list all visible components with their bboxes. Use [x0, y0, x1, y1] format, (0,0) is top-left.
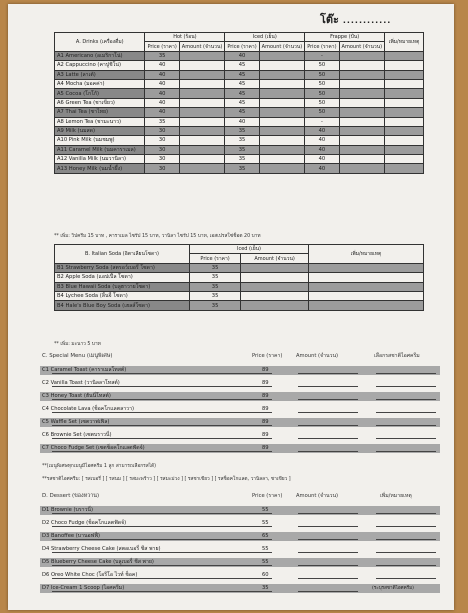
- extra-blank[interactable]: [376, 412, 436, 413]
- amount-blank[interactable]: [298, 399, 358, 400]
- item-name: C5 Waffle Set (เซตวาฟเฟิล): [42, 419, 110, 425]
- iced-amount[interactable]: [259, 164, 305, 173]
- item-price: 55: [262, 546, 269, 552]
- table-row: [55, 117, 424, 126]
- soda-name: B4 Hale's Blue Boy Soda (เฮลส์โซดา): [55, 301, 190, 310]
- soda-amount[interactable]: [241, 282, 309, 291]
- soda-price: 35: [190, 263, 241, 272]
- drink-name: A6 Green Tea (ชาเขียว): [55, 98, 145, 107]
- dessert-price-header: Price (ราคา): [252, 493, 283, 499]
- frappe-price: 50: [305, 89, 339, 98]
- list-item: [40, 431, 440, 440]
- drink-note[interactable]: [385, 164, 424, 173]
- drinks-price-header: Price (ราคา): [145, 42, 179, 51]
- drinks-price-header: Price (ราคา): [305, 42, 339, 51]
- soda-note-header: เพิ่ม/หมายเหตุ: [309, 245, 424, 264]
- amount-blank[interactable]: [298, 386, 358, 387]
- frappe-amount[interactable]: [339, 136, 385, 145]
- soda-amount-header: Amount (จำนวน): [241, 254, 309, 263]
- iced-price: 35: [225, 126, 259, 135]
- item-price: 89: [262, 367, 269, 373]
- extra-blank[interactable]: [376, 513, 436, 514]
- item-name: D2 Choco Fudge (ช็อคโกแลตฟัดจ์): [42, 520, 127, 526]
- drink-note[interactable]: [385, 117, 424, 126]
- table-row: [55, 263, 424, 272]
- special-icecream-header: เลือกรสชาติไอศครีม: [374, 353, 420, 359]
- iced-price: 35: [225, 145, 259, 154]
- hot-price: 40: [145, 89, 179, 98]
- list-item: [40, 545, 440, 554]
- soda-amount[interactable]: [241, 273, 309, 282]
- soda-note[interactable]: [309, 273, 424, 282]
- hot-amount[interactable]: [179, 108, 225, 117]
- table-row: [55, 301, 424, 310]
- iced-amount[interactable]: [259, 126, 305, 135]
- table-row: [55, 136, 424, 145]
- drink-note[interactable]: [385, 70, 424, 79]
- iced-amount[interactable]: [259, 61, 305, 70]
- list-item: [40, 418, 440, 427]
- hot-amount[interactable]: [179, 61, 225, 70]
- item-price: 65: [262, 533, 269, 539]
- iced-amount[interactable]: [259, 155, 305, 164]
- iced-price: 45: [225, 89, 259, 98]
- frappe-amount[interactable]: [339, 126, 385, 135]
- frappe-price: -: [305, 51, 339, 60]
- iced-amount[interactable]: [259, 89, 305, 98]
- frappe-price: 50: [305, 70, 339, 79]
- amount-blank[interactable]: [298, 438, 358, 439]
- iced-price: 45: [225, 61, 259, 70]
- drink-name: A13 Honey Milk (นมน้ำผึ้ง): [55, 164, 145, 173]
- frappe-price: 40: [305, 145, 339, 154]
- item-price: 55: [262, 507, 269, 513]
- table-row: [55, 79, 424, 88]
- special-amount-header: Amount (จำนวน): [296, 353, 339, 359]
- extra-blank[interactable]: [376, 539, 436, 540]
- soda-note[interactable]: [309, 282, 424, 291]
- frappe-amount[interactable]: [339, 155, 385, 164]
- frappe-amount[interactable]: [339, 51, 385, 60]
- hot-price: 35: [145, 51, 179, 60]
- drink-name: A5 Cocoa (โกโก้): [55, 89, 145, 98]
- item-price: 89: [262, 432, 269, 438]
- soda-addon-note: ** เพิ่ม: มะนาว 5 บาท: [54, 342, 101, 347]
- item-name: C2 Vanilla Toast (วานิลลาโทสต์): [42, 380, 120, 386]
- table-row: [55, 51, 424, 60]
- frappe-amount[interactable]: [339, 79, 385, 88]
- extra-blank[interactable]: [376, 425, 436, 426]
- drink-name: A4 Mocha (มอคค่า): [55, 79, 145, 88]
- amount-blank[interactable]: [298, 578, 358, 579]
- soda-price: 35: [190, 291, 241, 300]
- table-row: [55, 61, 424, 70]
- frappe-price: 40: [305, 126, 339, 135]
- iced-price: 35: [225, 164, 259, 173]
- drinks-amount-header: Amount (จำนวน): [339, 42, 385, 51]
- drink-note[interactable]: [385, 51, 424, 60]
- drinks-table: [54, 32, 424, 174]
- amount-blank[interactable]: [298, 451, 358, 452]
- drinks-title: A. Drinks (เครื่องดื่ม): [55, 33, 145, 52]
- list-item: [40, 558, 440, 567]
- dessert-amount-header: Amount (จำนวน): [296, 493, 339, 499]
- soda-name: B1 Strawberry Soda (สตรอว์เบอรี่ โซดา): [55, 263, 190, 272]
- hot-header: Hot (ร้อน): [145, 33, 225, 42]
- special-note-2: **รสชาติไอศครีม: [ รสเบอรี่ ] [ รสนม ] [ รสมะพร้าว ] [ รสมะม่วง ] [ รสชาเขียว ] [ รสช็อคโกแลต, วานิลลา, ชาเขียว ]: [42, 477, 291, 482]
- iced-amount[interactable]: [259, 51, 305, 60]
- frappe-amount[interactable]: [339, 164, 385, 173]
- extra-blank[interactable]: [376, 578, 436, 579]
- iced-header: Iced (เย็น): [225, 33, 305, 42]
- frappe-amount[interactable]: [339, 145, 385, 154]
- list-item: [40, 379, 440, 388]
- soda-name: B2 Apple Soda (แอปเปิ้ล โซดา): [55, 273, 190, 282]
- frappe-price: 40: [305, 164, 339, 173]
- table-row: [55, 98, 424, 107]
- frappe-header: Frappe (ปั่น): [305, 33, 385, 42]
- iced-amount[interactable]: [259, 108, 305, 117]
- item-price: 89: [262, 380, 269, 386]
- hot-price: 30: [145, 136, 179, 145]
- drinks-amount-header: Amount (จำนวน): [179, 42, 225, 51]
- drink-note[interactable]: [385, 126, 424, 135]
- hot-amount[interactable]: [179, 155, 225, 164]
- item-name: C1 Caramel Toast (คาราเมลโทสต์): [42, 367, 127, 373]
- frappe-price: 40: [305, 155, 339, 164]
- drinks-note-header: เพิ่ม/หมายเหตุ: [385, 33, 424, 52]
- list-item: [40, 571, 440, 580]
- table-label: โต๊ะ: [320, 13, 339, 26]
- hot-amount[interactable]: [179, 79, 225, 88]
- hot-amount[interactable]: [179, 145, 225, 154]
- hot-price: 35: [145, 117, 179, 126]
- amount-blank[interactable]: [298, 513, 358, 514]
- amount-blank[interactable]: [298, 526, 358, 527]
- extra-blank[interactable]: [376, 451, 436, 452]
- frappe-amount[interactable]: [339, 117, 385, 126]
- drink-note[interactable]: [385, 155, 424, 164]
- list-item: [40, 519, 440, 528]
- soda-note[interactable]: [309, 301, 424, 310]
- hot-price: 40: [145, 79, 179, 88]
- hot-price: 30: [145, 164, 179, 173]
- item-name: D4 Strawberry Cheese Cake (สตอเบอรี่ ชีส พาย): [42, 546, 161, 552]
- iced-amount[interactable]: [259, 70, 305, 79]
- drink-name: A1 Americano (อเมริกาโน่): [55, 51, 145, 60]
- drink-note[interactable]: [385, 108, 424, 117]
- drink-name: A3 Latte (ลาเต้): [55, 70, 145, 79]
- amount-blank[interactable]: [298, 425, 358, 426]
- list-item: [40, 366, 440, 375]
- item-price: 89: [262, 393, 269, 399]
- special-price-header: Price (ราคา): [252, 353, 283, 359]
- list-item: [40, 405, 440, 414]
- soda-name: B4 Lychee Soda (ลิ้นจี่ โซดา): [55, 291, 190, 300]
- hot-amount[interactable]: [179, 70, 225, 79]
- extra-blank[interactable]: [376, 373, 436, 374]
- drink-name: A7 Thai Tea (ชาไทย): [55, 108, 145, 117]
- item-name: C7 Choco Fudge Set (เซตช็อคโกแลตฟัดจ์): [42, 445, 145, 451]
- iced-price: 35: [225, 136, 259, 145]
- frappe-amount[interactable]: [339, 70, 385, 79]
- soda-price: 35: [190, 301, 241, 310]
- iced-price: 45: [225, 79, 259, 88]
- drink-note[interactable]: [385, 136, 424, 145]
- soda-price-header: Price (ราคา): [190, 254, 241, 263]
- item-name: D7 Ice-Cream 1 Scoop (ไอศครีม): [42, 585, 125, 591]
- hot-price: 30: [145, 145, 179, 154]
- amount-blank[interactable]: [298, 412, 358, 413]
- soda-iced-header: Iced (เย็น): [190, 245, 309, 254]
- item-note: (ระบุรสชาติไอศครีม): [372, 586, 414, 591]
- item-name: C4 Chocolate Lava (ช็อคโกแลตลาวา): [42, 406, 135, 412]
- amount-blank[interactable]: [298, 539, 358, 540]
- hot-amount[interactable]: [179, 136, 225, 145]
- item-price: 55: [262, 559, 269, 565]
- iced-amount[interactable]: [259, 117, 305, 126]
- iced-price: 45: [225, 70, 259, 79]
- iced-price: 45: [225, 98, 259, 107]
- item-name: C6 Brownie Set (เซตบราวนี่): [42, 432, 112, 438]
- drinks-addon-note: ** เพิ่ม: วิปครีม 15 บาท , คาราเมล ไซรัป 15 บาท, วานิลา ไซรัป 15 บาท, เอสเปรสโซ่ช็อต 20 บาท: [54, 234, 261, 239]
- frappe-amount[interactable]: [339, 89, 385, 98]
- hot-price: 30: [145, 155, 179, 164]
- list-item: [40, 392, 440, 401]
- table-row: [55, 126, 424, 135]
- drink-note[interactable]: [385, 98, 424, 107]
- table-row: [55, 70, 424, 79]
- frappe-amount[interactable]: [339, 98, 385, 107]
- table-row: [55, 145, 424, 154]
- item-price: 35: [262, 585, 269, 591]
- iced-amount[interactable]: [259, 98, 305, 107]
- item-name: C3 Honey Toast (ฮันนี่โทสต์): [42, 393, 111, 399]
- extra-blank[interactable]: [376, 438, 436, 439]
- item-price: 89: [262, 419, 269, 425]
- list-item: [40, 532, 440, 541]
- hot-amount[interactable]: [179, 164, 225, 173]
- special-note-1: **(เมนูพิเศษทุกเมนูมีไอศครีม 1 ลูก สามารถเลือกรสได้): [42, 464, 157, 469]
- item-name: D1 Brownie (บราวนี่): [42, 507, 94, 513]
- extra-blank[interactable]: [376, 399, 436, 400]
- iced-price: 40: [225, 51, 259, 60]
- iced-price: 45: [225, 108, 259, 117]
- extra-blank[interactable]: [376, 386, 436, 387]
- hot-amount[interactable]: [179, 51, 225, 60]
- drinks-amount-header: Amount (จำนวน): [259, 42, 305, 51]
- order-sheet: [8, 4, 454, 610]
- table-row: [55, 273, 424, 282]
- item-price: 89: [262, 445, 269, 451]
- drink-name: A10 Pink Milk (นมชมพู): [55, 136, 145, 145]
- extra-blank[interactable]: [376, 552, 436, 553]
- soda-title: B. Italian Soda (อิตาเลียนโซดา): [55, 245, 190, 264]
- extra-blank[interactable]: [376, 565, 436, 566]
- table-row: [55, 89, 424, 98]
- amount-blank[interactable]: [298, 552, 358, 553]
- item-price: 89: [262, 406, 269, 412]
- soda-price: 35: [190, 282, 241, 291]
- drink-note[interactable]: [385, 145, 424, 154]
- iced-amount[interactable]: [259, 79, 305, 88]
- hot-amount[interactable]: [179, 117, 225, 126]
- table-row: [55, 282, 424, 291]
- frappe-price: 50: [305, 61, 339, 70]
- frappe-price: 50: [305, 98, 339, 107]
- item-price: 55: [262, 520, 269, 526]
- soda-amount[interactable]: [241, 301, 309, 310]
- frappe-price: 50: [305, 108, 339, 117]
- drink-note[interactable]: [385, 61, 424, 70]
- soda-table: [54, 244, 424, 311]
- hot-amount[interactable]: [179, 98, 225, 107]
- drink-name: A11 Caramel Milk (นมคาราเมล): [55, 145, 145, 154]
- iced-price: 40: [225, 117, 259, 126]
- soda-price: 35: [190, 273, 241, 282]
- soda-amount[interactable]: [241, 263, 309, 272]
- drinks-price-header: Price (ราคา): [225, 42, 259, 51]
- dessert-title: D. Dessert (ของหวาน): [42, 493, 100, 499]
- frappe-price: 50: [305, 79, 339, 88]
- table-number-blank: ............: [342, 16, 392, 25]
- iced-price: 35: [225, 155, 259, 164]
- amount-blank[interactable]: [298, 591, 358, 592]
- hot-price: 30: [145, 126, 179, 135]
- table-row: [55, 155, 424, 164]
- soda-note[interactable]: [309, 263, 424, 272]
- amount-blank[interactable]: [298, 565, 358, 566]
- hot-price: 40: [145, 98, 179, 107]
- iced-amount[interactable]: [259, 136, 305, 145]
- hot-amount[interactable]: [179, 89, 225, 98]
- dessert-note-header: เพิ่ม/หมายเหตุ: [380, 493, 412, 499]
- hot-amount[interactable]: [179, 126, 225, 135]
- table-number-header: [320, 10, 391, 28]
- soda-name: B3 Blue Hawaii Soda (บลูฮาวายโซดา): [55, 282, 190, 291]
- frappe-price: 40: [305, 136, 339, 145]
- extra-blank[interactable]: [376, 526, 436, 527]
- special-title: C. Special Menu (เมนูพิเศษ): [42, 353, 113, 359]
- drink-name: A8 Lemon Tea (ชามะนาว): [55, 117, 145, 126]
- drink-note[interactable]: [385, 89, 424, 98]
- frappe-price: -: [305, 117, 339, 126]
- hot-price: 40: [145, 70, 179, 79]
- soda-note[interactable]: [309, 291, 424, 300]
- list-item: [40, 506, 440, 515]
- item-name: D5 Blueberry Cheese Cake (บลูเบอรี่ ชีส พาย): [42, 559, 154, 565]
- item-name: D6 Oreo White Choc (โอรีโอ ไวท์ ช็อค): [42, 572, 138, 578]
- amount-blank[interactable]: [298, 373, 358, 374]
- item-name: D3 Banoffee (บานอฟฟี่): [42, 533, 101, 539]
- frappe-amount[interactable]: [339, 108, 385, 117]
- drink-note[interactable]: [385, 79, 424, 88]
- hot-price: 40: [145, 61, 179, 70]
- item-price: 60: [262, 572, 269, 578]
- drink-name: A12 Vanilla Milk (นมวานิลา): [55, 155, 145, 164]
- table-row: [55, 108, 424, 117]
- frappe-amount[interactable]: [339, 61, 385, 70]
- list-item: [40, 584, 440, 593]
- table-row: [55, 291, 424, 300]
- table-row: [55, 164, 424, 173]
- drink-name: A9 Milk (นมสด): [55, 126, 145, 135]
- hot-price: 40: [145, 108, 179, 117]
- list-item: [40, 444, 440, 453]
- drink-name: A2 Cappuccino (คาปูชิโน่): [55, 61, 145, 70]
- soda-amount[interactable]: [241, 291, 309, 300]
- iced-amount[interactable]: [259, 145, 305, 154]
